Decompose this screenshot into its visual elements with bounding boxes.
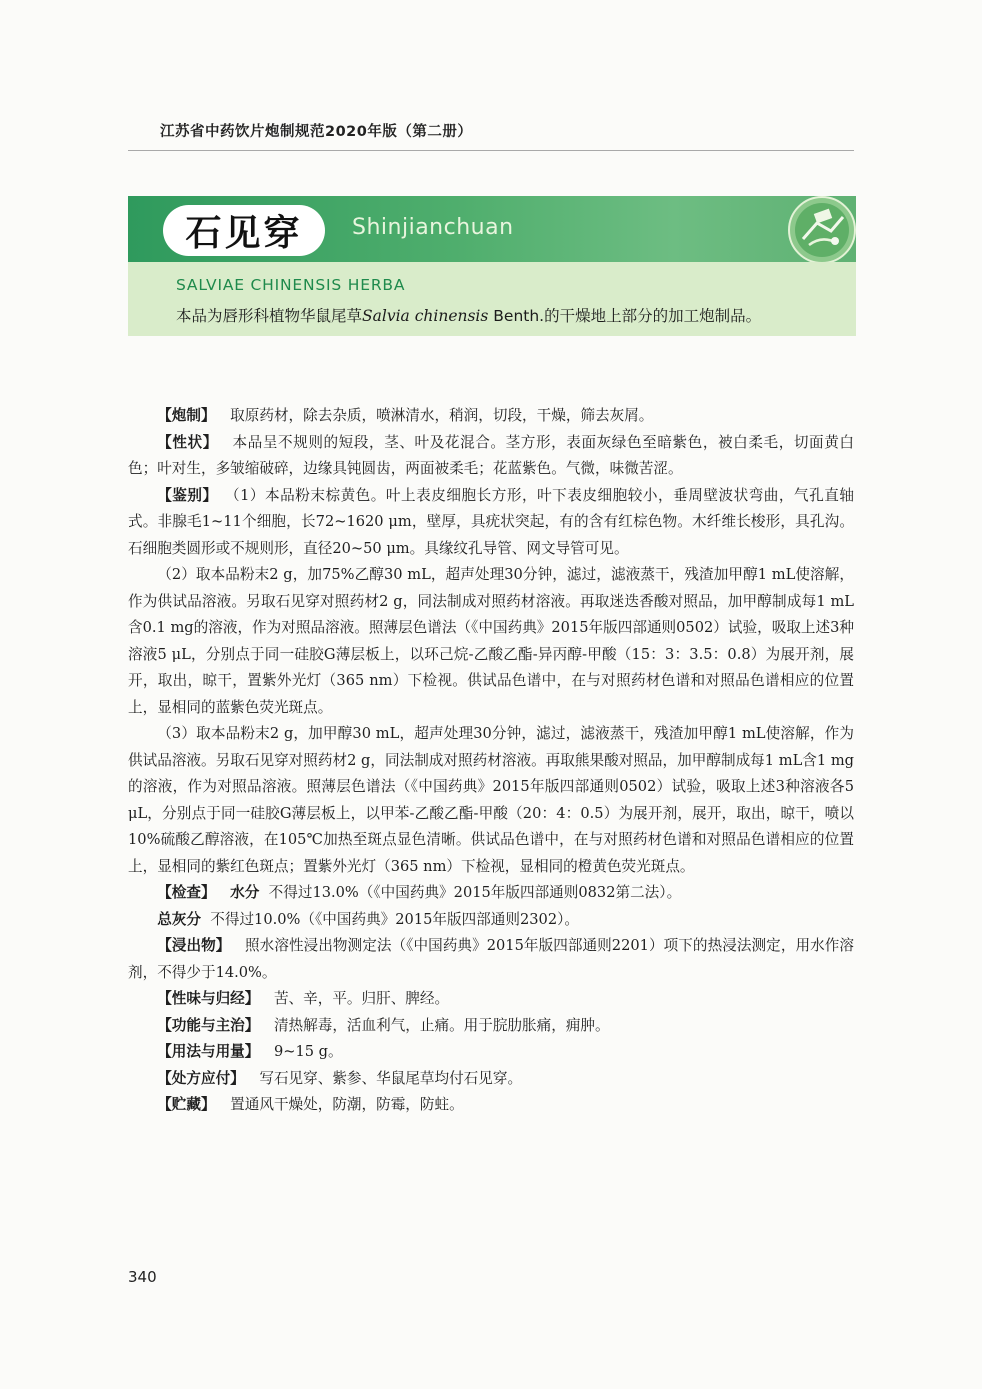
section-jianbie-2: （2）取本品粉末2 g，加75%乙醇30 mL，超声处理30分钟，滤过，滤液蒸干，残渣加甲醇1 mL使溶解，作为供试品溶液。另取石见穿对照药材2 g，同法制成对照药材溶液。再取迷迭香酸对照品，加甲醇制成每1 mL含0.1 mg的溶液，作为对照品溶液。照薄层色谱法（《中国药典》2015年版四部通则0502）试验，吸取上述3种溶液5 μL，分别点于同一硅胶G薄层板上，以环己烷-乙酸乙酯-异丙醇-甲酸（15：3：3.5：0.8）为展开剂，展开，取出，晾干，置紫外光灯（365 nm）下检视。供试品色谱中，在与对照药材色谱和对照品色谱相应的位置上，显相同的蓝紫色荧光斑点。 bbox=[128, 566, 854, 716]
water-label: 水分 bbox=[230, 884, 260, 901]
ash-label: 总灰分 bbox=[157, 910, 201, 928]
running-head: 江苏省中药饮片炮制规范2020年版（第二册） bbox=[160, 124, 473, 140]
description: 本品为唇形科植物华鼠尾草Salvia chinensis Benth.的干燥地上部分的加工炮制品。 bbox=[176, 307, 762, 325]
page-number: 340 bbox=[128, 1268, 157, 1286]
section-label: 【检查】 bbox=[157, 884, 216, 901]
section-xingwei: 【性味与归经】 苦、辛，平。归肝、脾经。 bbox=[157, 990, 450, 1007]
section-label: 【功能与主治】 bbox=[157, 1016, 260, 1034]
section-zhucang: 【贮藏】 置通风干燥处，防潮，防霉，防蛀。 bbox=[157, 1096, 464, 1113]
section-label: 【贮藏】 bbox=[157, 1096, 216, 1113]
section-jianbie-1: 【鉴别】 （1）本品粉末棕黄色。叶上表皮细胞长方形，叶下表皮细胞较小，垂周壁波状弯曲，气孔直轴式。非腺毛1~11个细胞，长72~1620 μm，壁厚，具疣状突起，有的含有红棕色物。木纤维长梭形，具孔沟。石细胞类圆形或不规则形，直径20~50 μm。具缘纹孔导管、网文导管可见。 bbox=[128, 486, 854, 557]
section-label: 【鉴别】 bbox=[157, 486, 218, 504]
title-pinyin: Shinjianchuan bbox=[352, 215, 514, 240]
section-jiancha-water: 【检查】 水分 不得过13.0%（《中国药典》2015年版四部通则0832第二法）。 bbox=[157, 884, 682, 901]
section-xingzhuang: 【性状】 本品呈不规则的短段，茎、叶及花混合。茎方形，表面灰绿色至暗紫色，被白柔毛，切面黄白色；叶对生，多皱缩破碎，边缘具钝圆齿，两面被柔毛；花蓝紫色。气微，味微苦涩。 bbox=[128, 433, 854, 477]
section-label: 【性状】 bbox=[157, 433, 218, 451]
section-label: 【浸出物】 bbox=[157, 937, 231, 954]
monograph-body bbox=[128, 403, 854, 1119]
section-label: 【处方应付】 bbox=[157, 1069, 245, 1087]
herb-emblem-icon bbox=[787, 195, 857, 265]
section-label: 【炮制】 bbox=[157, 407, 216, 424]
section-jinchuwu: 【浸出物】 照水溶性浸出物测定法（《中国药典》2015年版四部通则2201）项下的热浸法测定，用水作溶剂，不得少于14.0%。 bbox=[128, 937, 854, 981]
section-gongneng: 【功能与主治】 清热解毒，活血利气，止痛。用于脘肋胀痛，痈肿。 bbox=[157, 1016, 610, 1034]
title-cn: 石见穿 bbox=[163, 205, 325, 256]
section-jianbie-3: （3）取本品粉末2 g，加甲醇30 mL，超声处理30分钟，滤过，滤液蒸干，残渣加甲醇1 mL使溶解，作为供试品溶液。另取石见穿对照药材2 g，同法制成对照药材溶液。再取熊果酸对照品，加甲醇制成每1 mL含1 mg的溶液，作为对照品溶液。照薄层色谱法（《中国药典》2015年版四部通则0502）试验，吸取上述3种溶液各5 μL，分别点于同一硅胶G薄层板上，以甲苯-乙酸乙酯-甲酸（20：4：0.5）为展开剂，展开，取出，晾干，喷以10%硫酸乙醇溶液，在105℃加热至斑点显色清晰。供试品色谱中，在与对照药材色谱和对照品色谱相应的位置上，显相同的紫红色斑点；置紫外光灯（365 nm）下检视，显相同的橙黄色荧光斑点。 bbox=[128, 725, 854, 875]
section-label: 【用法与用量】 bbox=[157, 1043, 260, 1060]
section-yongfa: 【用法与用量】 9~15 g。 bbox=[157, 1043, 343, 1060]
section-paozhi: 【炮制】 取原药材，除去杂质，喷淋清水，稍润，切段，干燥，筛去灰屑。 bbox=[157, 407, 654, 424]
species-name: Salvia chinensis bbox=[362, 307, 489, 325]
section-label: 【性味与归经】 bbox=[157, 990, 260, 1007]
section-jiancha-ash: 总灰分 不得过10.0%（《中国药典》2015年版四部通则2302）。 bbox=[157, 910, 579, 928]
latin-name: SALVIAE CHINENSIS HERBA bbox=[176, 276, 406, 294]
header-rule bbox=[128, 150, 854, 151]
section-chufang: 【处方应付】 写石见穿、紫参、华鼠尾草均付石见穿。 bbox=[157, 1069, 523, 1087]
